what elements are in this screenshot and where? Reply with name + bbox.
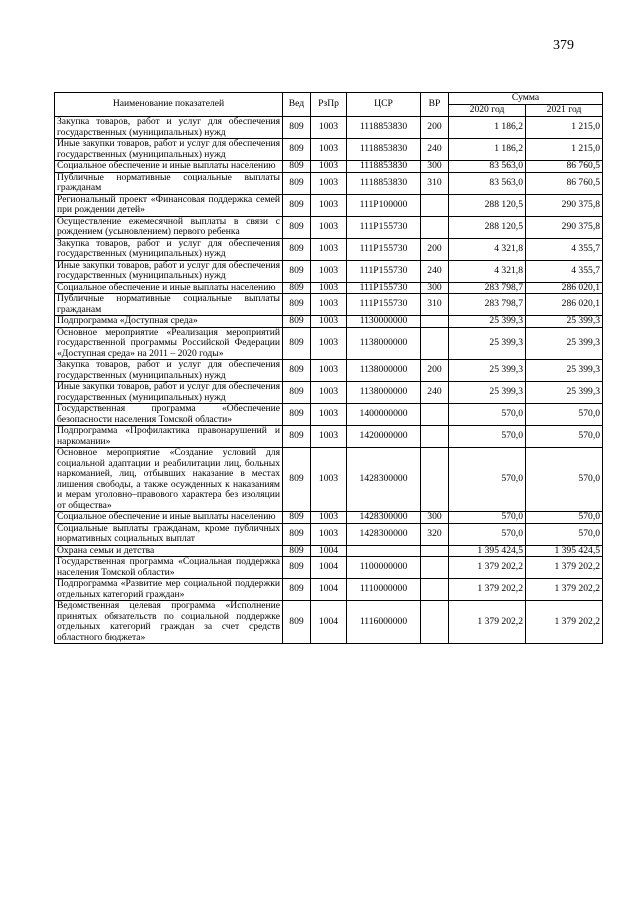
cell-rzpr: 1003	[311, 316, 347, 328]
cell-sum-2021: 286 020,1	[526, 282, 603, 294]
table-row	[55, 194, 603, 216]
cell-sum-2021: 1 395 424,5	[526, 545, 603, 557]
cell-rzpr: 1003	[311, 404, 347, 426]
cell-sum-2020: 25 399,3	[449, 360, 526, 382]
header-ved: Вед	[283, 93, 311, 117]
cell-sum-2020: 1 379 202,2	[449, 601, 526, 644]
cell-sum-2020: 570,0	[449, 448, 526, 512]
cell-rzpr: 1004	[311, 601, 347, 644]
cell-sum-2021: 286 020,1	[526, 294, 603, 316]
cell-ved: 809	[283, 172, 311, 194]
cell-rzpr: 1003	[311, 360, 347, 382]
cell-vr: 240	[421, 260, 449, 282]
cell-name: Социальное обеспечение и иные выплаты населению	[55, 512, 283, 524]
cell-sum-2020: 1 186,2	[449, 117, 526, 139]
cell-name: Ведомственная целевая программа «Исполнение принятых обязательств по социальной поддержке отдельных категорий граждан за счет средств областного бюджета»	[55, 601, 283, 644]
cell-sum-2021: 570,0	[526, 523, 603, 545]
cell-name: Иные закупки товаров, работ и услуг для обеспечения государственных (муниципальных) нужд	[55, 382, 283, 404]
cell-rzpr: 1004	[311, 545, 347, 557]
cell-rzpr: 1003	[311, 448, 347, 512]
cell-name: Охрана семьи и детства	[55, 545, 283, 557]
cell-ved: 809	[283, 523, 311, 545]
cell-rzpr: 1003	[311, 523, 347, 545]
header-csr: ЦСР	[347, 93, 421, 117]
cell-vr	[421, 216, 449, 238]
header-year-2021: 2021 год	[526, 105, 603, 117]
table-row	[55, 260, 603, 282]
cell-csr: 111P155730	[347, 216, 421, 238]
cell-csr	[347, 545, 421, 557]
cell-sum-2020: 1 395 424,5	[449, 545, 526, 557]
cell-csr: 1138000000	[347, 327, 421, 360]
cell-rzpr: 1003	[311, 238, 347, 260]
cell-ved: 809	[283, 194, 311, 216]
cell-sum-2021: 1 379 202,2	[526, 579, 603, 601]
cell-csr: 1428300000	[347, 448, 421, 512]
cell-vr: 300	[421, 161, 449, 173]
cell-sum-2020: 570,0	[449, 512, 526, 524]
cell-name: Закупка товаров, работ и услуг для обеспечения государственных (муниципальных) нужд	[55, 117, 283, 139]
cell-rzpr: 1003	[311, 282, 347, 294]
cell-ved: 809	[283, 360, 311, 382]
header-vr: ВР	[421, 93, 449, 117]
cell-sum-2020: 83 563,0	[449, 161, 526, 173]
cell-vr	[421, 448, 449, 512]
cell-name: Иные закупки товаров, работ и услуг для обеспечения государственных (муниципальных) нужд	[55, 139, 283, 161]
cell-ved: 809	[283, 327, 311, 360]
cell-csr: 111P155730	[347, 238, 421, 260]
cell-name: Социальные выплаты гражданам, кроме публичных нормативных социальных выплат	[55, 523, 283, 545]
cell-vr: 320	[421, 523, 449, 545]
cell-csr: 1428300000	[347, 523, 421, 545]
table-row	[55, 216, 603, 238]
cell-name: Подпрограмма «Доступная среда»	[55, 316, 283, 328]
cell-rzpr: 1003	[311, 426, 347, 448]
cell-rzpr: 1003	[311, 117, 347, 139]
cell-rzpr: 1004	[311, 557, 347, 579]
table-row	[55, 382, 603, 404]
header-sum: Сумма	[449, 93, 603, 105]
cell-sum-2021: 290 375,8	[526, 216, 603, 238]
cell-ved: 809	[283, 557, 311, 579]
cell-ved: 809	[283, 216, 311, 238]
cell-vr: 300	[421, 282, 449, 294]
cell-sum-2021: 25 399,3	[526, 382, 603, 404]
table-row	[55, 404, 603, 426]
table-row	[55, 426, 603, 448]
cell-csr: 111P155730	[347, 294, 421, 316]
cell-rzpr: 1003	[311, 512, 347, 524]
cell-sum-2021: 290 375,8	[526, 194, 603, 216]
cell-ved: 809	[283, 601, 311, 644]
cell-vr: 310	[421, 172, 449, 194]
cell-sum-2020: 25 399,3	[449, 382, 526, 404]
cell-ved: 809	[283, 512, 311, 524]
cell-name: Социальное обеспечение и иные выплаты населению	[55, 161, 283, 173]
cell-vr	[421, 557, 449, 579]
cell-sum-2020: 283 798,7	[449, 282, 526, 294]
cell-csr: 1428300000	[347, 512, 421, 524]
header-rzpr: РзПр	[311, 93, 347, 117]
cell-sum-2020: 1 186,2	[449, 139, 526, 161]
cell-csr: 1100000000	[347, 557, 421, 579]
cell-name: Основное мероприятие «Создание условий для социальной адаптации и реабилитации лиц, больных наркоманией, лиц, отбывших наказание в местах лишения свободы, а также осужденных к наказаниям и мерам уголовно–правового характера без изоляции от общества»	[55, 448, 283, 512]
cell-csr: 1420000000	[347, 426, 421, 448]
table-row	[55, 172, 603, 194]
cell-sum-2020: 288 120,5	[449, 216, 526, 238]
cell-rzpr: 1003	[311, 194, 347, 216]
cell-name: Осуществление ежемесячной выплаты в связи с рождением (усыновлением) первого ребенка	[55, 216, 283, 238]
table-header-row	[55, 93, 603, 105]
cell-vr	[421, 316, 449, 328]
cell-ved: 809	[283, 426, 311, 448]
cell-rzpr: 1003	[311, 294, 347, 316]
cell-sum-2021: 86 760,5	[526, 161, 603, 173]
table-row	[55, 523, 603, 545]
cell-vr: 240	[421, 139, 449, 161]
cell-sum-2021: 1 215,0	[526, 117, 603, 139]
cell-name: Государственная программа «Обеспечение безопасности населения Томской области»	[55, 404, 283, 426]
cell-name: Основное мероприятие «Реализация мероприятий государственной программы Российской Федерации «Доступная среда» на 2011 – 2020 годы»	[55, 327, 283, 360]
cell-sum-2021: 570,0	[526, 448, 603, 512]
cell-name: Подпрограмма «Развитие мер социальной поддержки отдельных категорий граждан»	[55, 579, 283, 601]
cell-sum-2020: 288 120,5	[449, 194, 526, 216]
cell-csr: 1400000000	[347, 404, 421, 426]
cell-vr: 200	[421, 238, 449, 260]
table-row	[55, 316, 603, 328]
table-row	[55, 557, 603, 579]
cell-rzpr: 1003	[311, 216, 347, 238]
cell-csr: 1130000000	[347, 316, 421, 328]
cell-rzpr: 1003	[311, 139, 347, 161]
cell-sum-2020: 4 321,8	[449, 260, 526, 282]
cell-rzpr: 1003	[311, 382, 347, 404]
cell-csr: 1116000000	[347, 601, 421, 644]
cell-csr: 111P155730	[347, 260, 421, 282]
cell-ved: 809	[283, 282, 311, 294]
cell-sum-2020: 83 563,0	[449, 172, 526, 194]
cell-sum-2021: 570,0	[526, 404, 603, 426]
cell-ved: 809	[283, 139, 311, 161]
cell-sum-2020: 283 798,7	[449, 294, 526, 316]
cell-sum-2021: 1 379 202,2	[526, 557, 603, 579]
cell-name: Публичные нормативные социальные выплаты гражданам	[55, 172, 283, 194]
cell-ved: 809	[283, 404, 311, 426]
header-name: Наименование показателей	[55, 93, 283, 117]
cell-sum-2021: 25 399,3	[526, 360, 603, 382]
cell-rzpr: 1004	[311, 579, 347, 601]
cell-ved: 809	[283, 260, 311, 282]
cell-vr: 200	[421, 117, 449, 139]
cell-sum-2020: 1 379 202,2	[449, 579, 526, 601]
table-row	[55, 282, 603, 294]
cell-sum-2020: 25 399,3	[449, 316, 526, 328]
cell-ved: 809	[283, 316, 311, 328]
cell-csr: 1138000000	[347, 360, 421, 382]
cell-name: Подпрограмма «Профилактика правонарушений и наркомании»	[55, 426, 283, 448]
cell-sum-2021: 570,0	[526, 426, 603, 448]
cell-csr: 111P155730	[347, 282, 421, 294]
table-row	[55, 139, 603, 161]
table-row	[55, 601, 603, 644]
cell-csr: 1138000000	[347, 382, 421, 404]
cell-sum-2021: 4 355,7	[526, 238, 603, 260]
table-row	[55, 161, 603, 173]
cell-name: Социальное обеспечение и иные выплаты населению	[55, 282, 283, 294]
cell-csr: 1118853830	[347, 172, 421, 194]
cell-vr	[421, 579, 449, 601]
cell-sum-2020: 4 321,8	[449, 238, 526, 260]
cell-vr: 300	[421, 512, 449, 524]
cell-ved: 809	[283, 545, 311, 557]
cell-ved: 809	[283, 382, 311, 404]
cell-csr: 1118853830	[347, 139, 421, 161]
cell-name: Закупка товаров, работ и услуг для обеспечения государственных (муниципальных) нужд	[55, 360, 283, 382]
cell-vr	[421, 545, 449, 557]
cell-rzpr: 1003	[311, 260, 347, 282]
cell-vr	[421, 426, 449, 448]
cell-rzpr: 1003	[311, 161, 347, 173]
cell-sum-2021: 570,0	[526, 512, 603, 524]
table-row	[55, 360, 603, 382]
cell-sum-2020: 570,0	[449, 404, 526, 426]
cell-csr: 1118853830	[347, 161, 421, 173]
cell-rzpr: 1003	[311, 327, 347, 360]
cell-rzpr: 1003	[311, 172, 347, 194]
table-row	[55, 117, 603, 139]
cell-csr: 1118853830	[347, 117, 421, 139]
page-number: 379	[553, 38, 574, 53]
header-year-2020: 2020 год	[449, 105, 526, 117]
table-row	[55, 238, 603, 260]
cell-sum-2021: 4 355,7	[526, 260, 603, 282]
cell-vr	[421, 194, 449, 216]
cell-name: Закупка товаров, работ и услуг для обеспечения государственных (муниципальных) нужд	[55, 238, 283, 260]
cell-sum-2020: 1 379 202,2	[449, 557, 526, 579]
cell-sum-2021: 86 760,5	[526, 172, 603, 194]
cell-sum-2021: 25 399,3	[526, 316, 603, 328]
cell-vr	[421, 327, 449, 360]
cell-vr: 240	[421, 382, 449, 404]
cell-csr: 1110000000	[347, 579, 421, 601]
cell-vr: 310	[421, 294, 449, 316]
table-row	[55, 448, 603, 512]
cell-sum-2021: 25 399,3	[526, 327, 603, 360]
cell-ved: 809	[283, 579, 311, 601]
cell-sum-2020: 25 399,3	[449, 327, 526, 360]
cell-sum-2021: 1 215,0	[526, 139, 603, 161]
table-row	[55, 545, 603, 557]
cell-name: Иные закупки товаров, работ и услуг для обеспечения государственных (муниципальных) нужд	[55, 260, 283, 282]
budget-table	[54, 92, 603, 644]
table-row	[55, 327, 603, 360]
cell-name: Государственная программа «Социальная поддержка населения Томской области»	[55, 557, 283, 579]
cell-vr: 200	[421, 360, 449, 382]
table-row	[55, 294, 603, 316]
cell-ved: 809	[283, 448, 311, 512]
cell-name: Региональный проект «Финансовая поддержка семей при рождении детей»	[55, 194, 283, 216]
cell-sum-2021: 1 379 202,2	[526, 601, 603, 644]
cell-ved: 809	[283, 117, 311, 139]
table-body	[55, 117, 603, 644]
cell-ved: 809	[283, 238, 311, 260]
table-row	[55, 579, 603, 601]
cell-sum-2020: 570,0	[449, 523, 526, 545]
cell-vr	[421, 404, 449, 426]
cell-ved: 809	[283, 294, 311, 316]
cell-name: Публичные нормативные социальные выплаты гражданам	[55, 294, 283, 316]
cell-csr: 111P100000	[347, 194, 421, 216]
cell-vr	[421, 601, 449, 644]
cell-ved: 809	[283, 161, 311, 173]
cell-sum-2020: 570,0	[449, 426, 526, 448]
table-row	[55, 512, 603, 524]
